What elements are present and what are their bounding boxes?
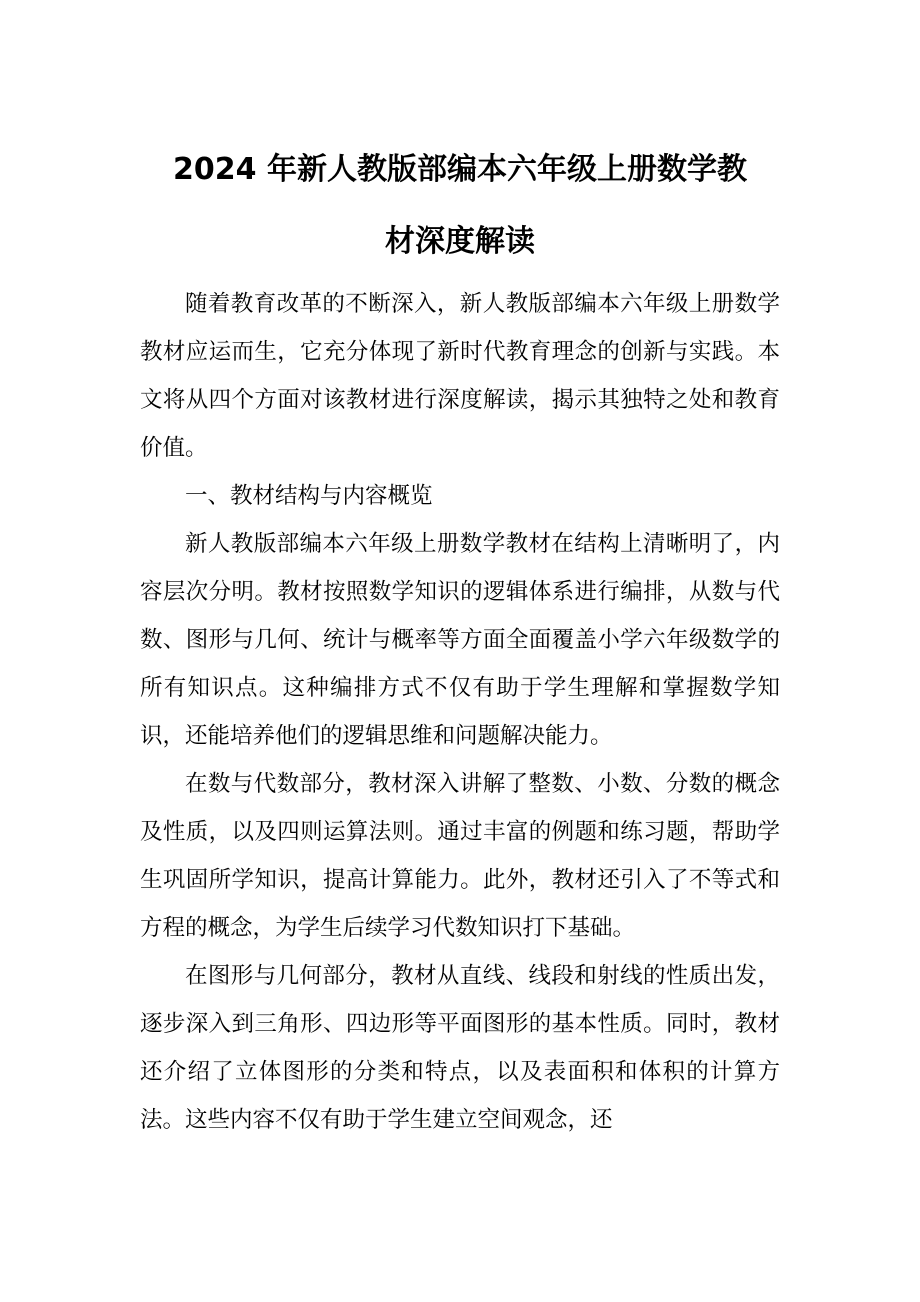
document-body xyxy=(140,280,780,1144)
document-title-line-2: 材深度解读 xyxy=(385,224,535,259)
body-paragraph: 在数与代数部分，教材深入讲解了整数、小数、分数的概念及性质，以及四则运算法则。通过丰富的例题和练习题，帮助学生巩固所学知识，提高计算能力。此外，教材还引入了不等式和方程的概念，为学生后续学习代数知识打下基础。 xyxy=(140,771,780,941)
section-heading: 一、教材结构与内容概览 xyxy=(185,483,433,509)
intro-paragraph: 随着教育改革的不断深入，新人教版部编本六年级上册数学教材应运而生，它充分体现了新时代教育理念的创新与实践。本文将从四个方面对该教材进行深度解读，揭示其独特之处和教育价值。 xyxy=(140,291,780,461)
document-title-line-1: 2024 年新人教版部编本六年级上册数学教 xyxy=(173,152,747,187)
body-paragraph: 新人教版部编本六年级上册数学教材在结构上清晰明了，内容层次分明。教材按照数学知识的逻辑体系进行编排，从数与代数、图形与几何、统计与概率等方面全面覆盖小学六年级数学的所有知识点。这种编排方式不仅有助于学生理解和掌握数学知识，还能培养他们的逻辑思维和问题解决能力。 xyxy=(140,531,780,749)
body-paragraph: 在图形与几何部分，教材从直线、线段和射线的性质出发，逐步深入到三角形、四边形等平面图形的基本性质。同时，教材还介绍了立体图形的分类和特点，以及表面积和体积的计算方法。这些内容不仅有助于学生建立空间观念，还 xyxy=(140,963,780,1133)
